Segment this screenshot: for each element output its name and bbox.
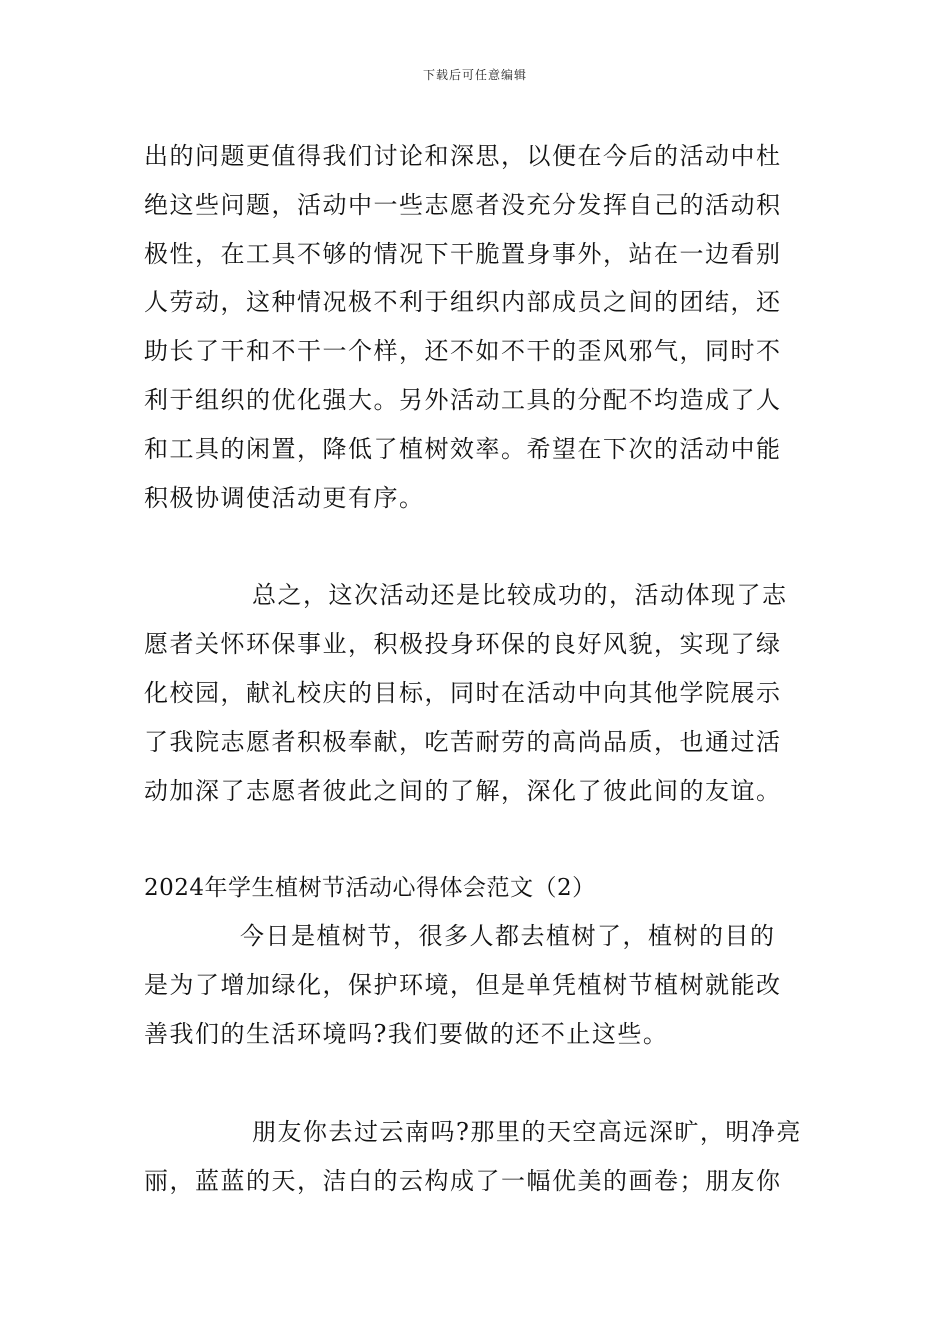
paragraph-spacer [144, 815, 806, 864]
paragraph-line: 了我院志愿者积极奉献，吃苦耐劳的高尚品质，也通过活 [144, 727, 782, 756]
paragraph-1 [144, 132, 806, 522]
paragraph-2 [144, 571, 806, 815]
paragraph-line: 和工具的闲置，降低了植树效率。希望在下次的活动中能 [144, 434, 782, 463]
paragraph-spacer [144, 522, 806, 571]
paragraph-line: 今日是植树节，很多人都去植树了，植树的目的 [240, 922, 776, 951]
paragraph-line: 极性，在工具不够的情况下干脆置身事外，站在一边看别 [144, 239, 782, 268]
paragraph-line: 丽，蓝蓝的天，洁白的云构成了一幅优美的画卷；朋友你 [144, 1166, 782, 1195]
paragraph-line: 动加深了志愿者彼此之间的了解，深化了彼此间的友谊。 [144, 776, 782, 805]
paragraph-line: 积极协调使活动更有序。 [144, 483, 425, 512]
paragraph-line: 愿者关怀环保事业，积极投身环保的良好风貌，实现了绿 [144, 630, 782, 659]
paragraph-3 [144, 912, 806, 1058]
paragraph-spacer [144, 1059, 806, 1108]
paragraph-line: 总之，这次活动还是比较成功的，活动体现了志 [252, 581, 788, 610]
paragraph-line: 出的问题更值得我们讨论和深思，以便在今后的活动中杜 [144, 142, 782, 170]
paragraph-line: 善我们的生活环境吗?我们要做的还不止这些。 [144, 1019, 669, 1048]
paragraph-line: 朋友你去过云南吗?那里的天空高远深旷，明净亮 [252, 1117, 802, 1146]
paragraph-line: 化校园，献礼校庆的目标，同时在活动中向其他学院展示 [144, 678, 782, 707]
document-body [144, 132, 806, 1205]
paragraph-line: 是为了增加绿化，保护环境，但是单凭植树节植树就能改 [144, 971, 782, 1000]
paragraph-4 [144, 1108, 806, 1206]
page-header-note: 下载后可任意编辑 [422, 68, 527, 82]
paragraph-line: 利于组织的优化强大。另外活动工具的分配不均造成了人 [144, 385, 782, 414]
paragraph-line: 助长了干和不干一个样，还不如不干的歪风邪气，同时不 [144, 337, 782, 366]
paragraph-line: 绝这些问题，活动中一些志愿者没充分发挥自己的活动积 [144, 190, 782, 219]
paragraph-line: 人劳动，这种情况极不利于组织内部成员之间的团结，还 [144, 288, 782, 317]
section-title: 2024年学生植树节活动心得体会范文（2） [144, 875, 596, 902]
